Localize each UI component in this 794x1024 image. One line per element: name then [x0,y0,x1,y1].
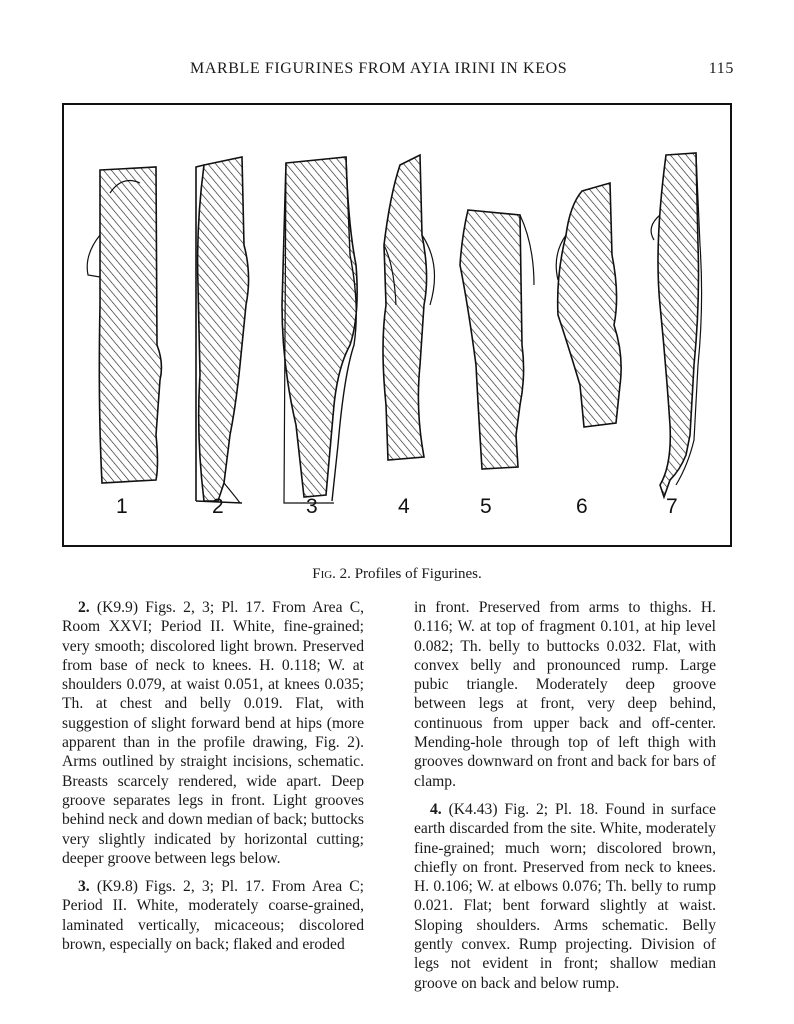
profile-number-4: 4 [398,495,410,518]
profile-number-2: 2 [212,495,224,518]
caption-label: Fig. 2. [312,566,351,582]
entry-number: 2. [78,599,90,616]
profile-7 [651,153,702,497]
entry-number: 3. [78,878,90,896]
entry-3 [62,877,364,954]
right-column [414,598,716,1002]
profile-4 [383,155,435,460]
profile-number-7: 7 [666,495,678,518]
profile-number-5: 5 [480,495,492,518]
running-title: MARBLE FIGURINES FROM AYIA IRINI IN KEOS [190,60,568,77]
profile-2 [196,157,249,503]
entry-number: 4. [430,800,442,818]
entry-text: in front. Preserved from arms to thighs. H. 0.116; W. at top of fragment 0.101, at hip level 0.082; Th. belly to buttocks 0.032. Flat, with convex belly and pronounced rump. Large pubic triangle. Moderately deep groove between legs at front, very deep behind, continuous from upper back and off-center. Mending-hole through top of left thigh with grooves downward on front and back for bars of clamp. [414,599,716,790]
entry-3-continued [414,598,716,791]
entry-text: (K9.9) Figs. 2, 3; Pl. 17. From Area C, Room XXVI; Period II. White, fine-grained; very smooth; discolored light brown. Preserved from base of neck to knees. H. 0.118; W. at shoulders 0.079, at waist 0.051, at knees 0.035; Th. at chest and belly 0.019. Flat, with suggestion of slight forward bend at hips (more apparent than in the profile drawing, Fig. 2). Arms outlined by straight incisions, schematic. Breasts scarcely rendered, wide apart. Deep groove separates legs in front. Light grooves behind neck and down median of back; buttocks very slightly indicated by horizontal cutting; deeper groove between legs below. [62,599,364,867]
profile-number-6: 6 [576,495,588,518]
profile-1 [87,167,161,483]
entry-2 [62,598,364,868]
figure-frame [62,103,732,547]
figure-caption [0,566,794,583]
profile-number-3: 3 [306,495,318,518]
page-number: 115 [708,60,734,77]
entry-text: (K9.8) Figs. 2, 3; Pl. 17. From Area C; Period II. White, moderately coarse-grained, laminated vertically, micaceous; discolored brown, especially on back; flaked and eroded [62,878,364,954]
profile-3 [282,157,357,503]
profile-6 [556,183,621,427]
caption-text: Profiles of Figurines. [354,566,482,582]
profiles-drawing [64,105,730,545]
profile-5 [460,210,534,469]
left-column [62,598,364,963]
entry-text: (K4.43) Fig. 2; Pl. 18. Found in surface earth discarded from the site. White, moderately fine-grained; much worn; discolored brown, chiefly on front. Preserved from neck to knees. H. 0.106; W. at elbows 0.076; Th. belly to rump 0.021. Flat; bent forward slightly at waist. Sloping shoulders. Arms schematic. Belly gently convex. Rump projecting. Division of legs not evident in front; shallow median groove on back and below rump. [414,800,716,992]
entry-4 [414,800,716,993]
profile-number-1: 1 [116,495,128,518]
